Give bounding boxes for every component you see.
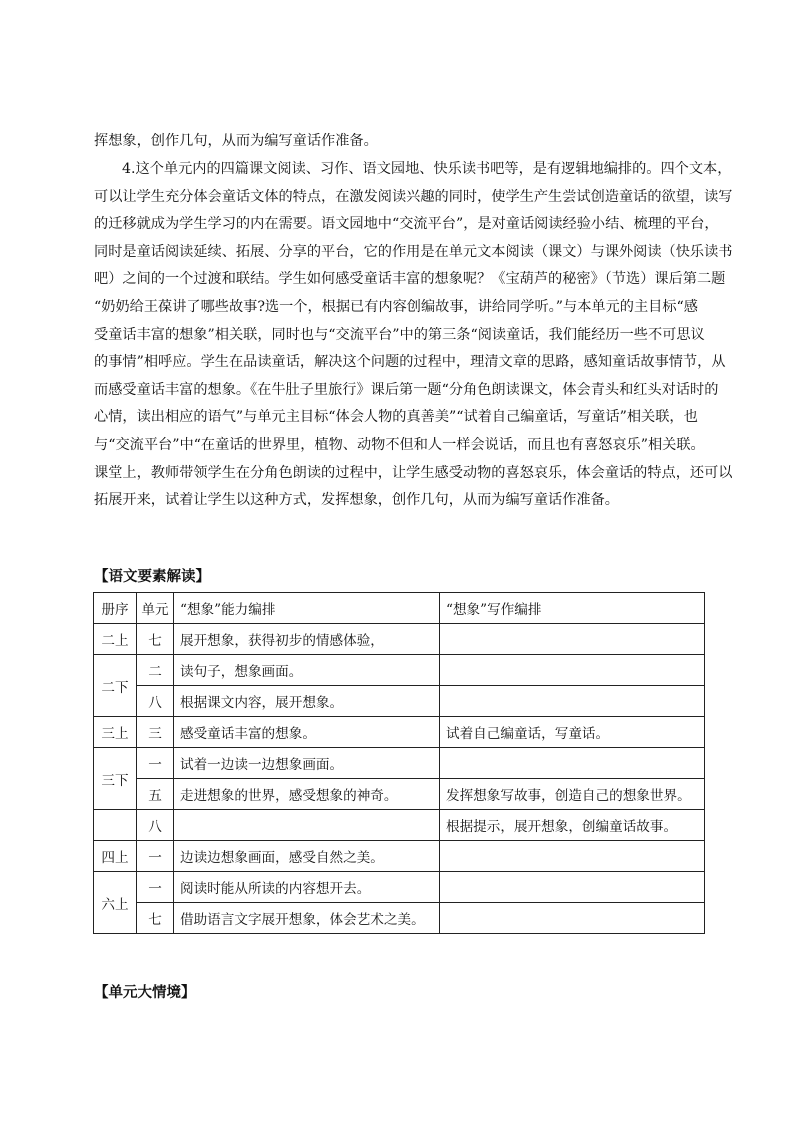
table-row <box>94 686 705 717</box>
cell-ability: 感受童话丰富的想象。 <box>174 717 440 748</box>
cell-book <box>94 810 137 841</box>
table-row <box>94 748 705 779</box>
cell-writing <box>440 624 705 655</box>
table-row <box>94 810 705 841</box>
cell-ability: 读句子，想象画面。 <box>174 655 440 686</box>
cell-unit: 八 <box>137 810 174 841</box>
imagination-arrangement-table <box>93 592 705 934</box>
paragraph-item-4 <box>94 156 733 515</box>
cell-writing <box>440 655 705 686</box>
cell-writing <box>440 903 705 934</box>
cell-unit: 一 <box>137 872 174 903</box>
cell-writing: 试着自己编童话，写童话。 <box>440 717 705 748</box>
text-line: 课堂上，教师带领学生在分角色朗读的过程中，让学生感受动物的喜怒哀乐，体会童话的特点，还可以 <box>94 464 733 481</box>
table-row <box>94 872 705 903</box>
cell-ability: 试着一边读一边想象画面。 <box>174 748 440 779</box>
column-header-ability: “想象”能力编排 <box>174 593 440 624</box>
text-line: 而感受童话丰富的想象。《在牛肚子里旅行》课后第一题“分角色朗读课文，体会青头和红头对话时的 <box>94 381 719 398</box>
table-row <box>94 717 705 748</box>
section-heading-danyuan: 【单元大情境】 <box>94 985 196 1001</box>
cell-ability: 展开想象，获得初步的情感体验， <box>174 624 440 655</box>
text-line: 的迁移就成为学生学习的内在需要。语文园地中“交流平台”，是对童话阅读经验小结、梳理的平台， <box>94 216 719 233</box>
column-header-writing: “想象”写作编排 <box>440 593 705 624</box>
cell-unit: 一 <box>137 748 174 779</box>
column-header-book: 册序 <box>94 593 137 624</box>
cell-unit: 一 <box>137 841 174 872</box>
cell-book: 三下 <box>94 748 137 810</box>
table-header-row <box>94 593 705 624</box>
cell-ability: 边读边想象画面，感受自然之美。 <box>174 841 440 872</box>
text-line: 吧）之间的一个过渡和联结。学生如何感受童话丰富的想象呢？《宝葫芦的秘密》（节选）课后第二题 <box>94 271 726 288</box>
cell-ability: 根据课文内容，展开想象。 <box>174 686 440 717</box>
cell-writing <box>440 841 705 872</box>
cell-unit: 七 <box>137 624 174 655</box>
cell-unit: 八 <box>137 686 174 717</box>
text-line: 心情，读出相应的语气”与单元主目标“体会人物的真善美”“试着自己编童话，写童话”相关联，也 <box>94 409 698 426</box>
cell-ability: 走进想象的世界，感受想象的神奇。 <box>174 779 440 810</box>
cell-book: 四上 <box>94 841 137 872</box>
text-line: 拓展开来，试着让学生以这种方式，发挥想象，创作几句，从而为编写童话作准备。 <box>94 492 619 509</box>
cell-ability <box>174 810 440 841</box>
text-line: 同时是童话阅读延续、拓展、分享的平台，它的作用是在单元文本阅读（课文）与课外阅读（快乐读书 <box>94 243 733 260</box>
table-row <box>94 624 705 655</box>
text-line: 4.这个单元内的四篇课文阅读、习作、语文园地、快乐读书吧等，是有逻辑地编排的。四个文本， <box>122 161 732 177</box>
cell-book: 六上 <box>94 872 137 934</box>
table-row <box>94 779 705 810</box>
text-line: 受童话丰富的想象”相关联，同时也与“交流平台”中的第三条“阅读童话，我们能经历一些不可思议 <box>94 326 705 343</box>
cell-unit: 三 <box>137 717 174 748</box>
table-row <box>94 841 705 872</box>
table-row <box>94 903 705 934</box>
cell-book: 二上 <box>94 624 137 655</box>
text-line: 挥想象，创作几句，从而为编写童话作准备。 <box>94 133 378 149</box>
text-line: “奶奶给王葆讲了哪些故事?选一个，根据已有内容创编故事，讲给同学听。”与本单元的主目标“感 <box>94 298 698 315</box>
cell-book: 三上 <box>94 717 137 748</box>
table-row <box>94 655 705 686</box>
cell-writing <box>440 872 705 903</box>
cell-writing: 根据提示，展开想象，创编童话故事。 <box>440 810 705 841</box>
cell-book: 二下 <box>94 655 137 717</box>
cell-unit: 七 <box>137 903 174 934</box>
cell-unit: 五 <box>137 779 174 810</box>
text-line: 可以让学生充分体会童话文体的特点，在激发阅读兴趣的同时，使学生产生尝试创造童话的欲望，读写 <box>94 188 733 205</box>
cell-ability: 借助语言文字展开想象，体会艺术之美。 <box>174 903 440 934</box>
column-header-unit: 单元 <box>137 593 174 624</box>
cell-ability: 阅读时能从所读的内容想开去。 <box>174 872 440 903</box>
cell-writing <box>440 686 705 717</box>
cell-writing <box>440 748 705 779</box>
paragraph-intro-tail <box>94 128 706 156</box>
text-line: 与“交流平台”中“在童话的世界里，植物、动物不但和人一样会说话，而且也有喜怒哀乐”相关联。 <box>94 436 705 453</box>
text-line: 的事情”相呼应。学生在品读童话，解决这个问题的过程中，理清文章的思路，感知童话故事情节，从 <box>94 354 726 371</box>
section-heading-yuwen: 【语文要素解读】 <box>94 569 210 585</box>
cell-writing: 发挥想象写故事，创造自己的想象世界。 <box>440 779 705 810</box>
cell-unit: 二 <box>137 655 174 686</box>
